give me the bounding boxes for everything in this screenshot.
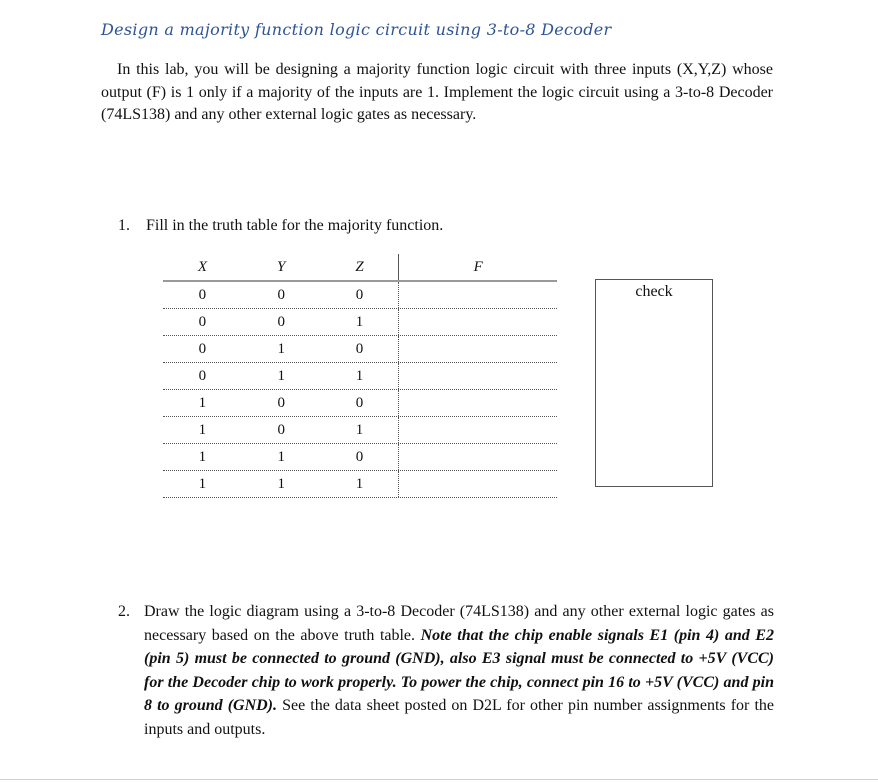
cell-f[interactable] [399, 417, 557, 443]
truth-table-row [163, 417, 557, 444]
cell-y: 1 [277, 368, 285, 384]
cell-f[interactable] [399, 444, 557, 470]
cell-z: 1 [321, 471, 400, 497]
cell-z: 0 [321, 282, 400, 308]
truth-table [163, 253, 557, 498]
question-2 [118, 600, 774, 741]
question-2-text-part-2: See the data sheet posted on D2L for other pin number assignments for the inputs and outputs. [144, 697, 774, 738]
truth-table-row [163, 309, 557, 336]
page-bottom-rule [0, 779, 878, 780]
truth-table-row [163, 444, 557, 471]
question-1 [118, 217, 443, 235]
truth-table-row [163, 471, 557, 498]
truth-table-body [163, 282, 557, 498]
document-title: Design a majority function logic circuit using 3-to-8 Decoder [101, 20, 612, 39]
check-box [595, 279, 713, 487]
cell-x: 1 [198, 449, 207, 465]
question-1-text: Fill in the truth table for the majority function. [146, 217, 444, 234]
cell-z: 1 [321, 363, 400, 389]
cell-x: 1 [198, 395, 207, 411]
question-2-note: Note that the chip enable signals E1 (pin 4) and E2 (pin 5) must be connected to ground (GND), also E3 signal must be connected to +5V (VCC) for the Decoder chip to work properly. To power the chip, connect pin 16 to +5V (VCC) and pin 8 to ground (GND). [144, 626, 774, 714]
truth-table-row [163, 390, 557, 417]
truth-table-row [163, 282, 557, 309]
cell-y: 0 [277, 422, 285, 438]
cell-x: 0 [198, 368, 207, 384]
cell-f[interactable] [399, 309, 557, 335]
cell-z: 0 [321, 390, 400, 416]
cell-y: 1 [277, 449, 285, 465]
header-z: Z [321, 254, 400, 280]
cell-f[interactable] [399, 390, 557, 416]
cell-x: 1 [198, 476, 207, 492]
cell-y: 0 [277, 287, 285, 303]
check-label: check [635, 283, 673, 300]
cell-x: 0 [198, 287, 207, 303]
cell-y: 1 [277, 341, 285, 357]
question-1-number: 1. [118, 217, 130, 234]
truth-table-row [163, 363, 557, 390]
question-2-number: 2. [118, 603, 130, 620]
question-2-text-part-1: Draw the logic diagram using a 3-to-8 Decoder (74LS138) and any other external logic gates as necessary based on the above truth table. [144, 603, 774, 644]
cell-z: 0 [321, 336, 400, 362]
cell-z: 1 [321, 309, 400, 335]
cell-f[interactable] [399, 336, 557, 362]
header-x: X [197, 258, 207, 275]
cell-y: 0 [277, 395, 285, 411]
cell-z: 0 [321, 444, 400, 470]
cell-z: 1 [321, 417, 400, 443]
cell-f[interactable] [399, 471, 557, 497]
cell-f[interactable] [399, 282, 557, 308]
cell-y: 0 [277, 314, 285, 330]
cell-x: 0 [198, 314, 207, 330]
header-f: F [473, 258, 483, 275]
truth-table-row [163, 336, 557, 363]
cell-y: 1 [277, 476, 285, 492]
cell-x: 1 [198, 422, 207, 438]
truth-table-header [163, 253, 557, 282]
question-2-text [144, 600, 774, 741]
intro-paragraph: In this lab, you will be designing a majority function logic circuit with three inputs (X,Y,Z) whose output (F) is 1 only if a majority of the inputs are 1. Implement the logic circuit using a 3-to-8 Decoder (74LS138) and any other external logic gates as necessary. [101, 61, 773, 123]
cell-f[interactable] [399, 363, 557, 389]
header-y: Y [277, 258, 286, 275]
cell-x: 0 [198, 341, 207, 357]
